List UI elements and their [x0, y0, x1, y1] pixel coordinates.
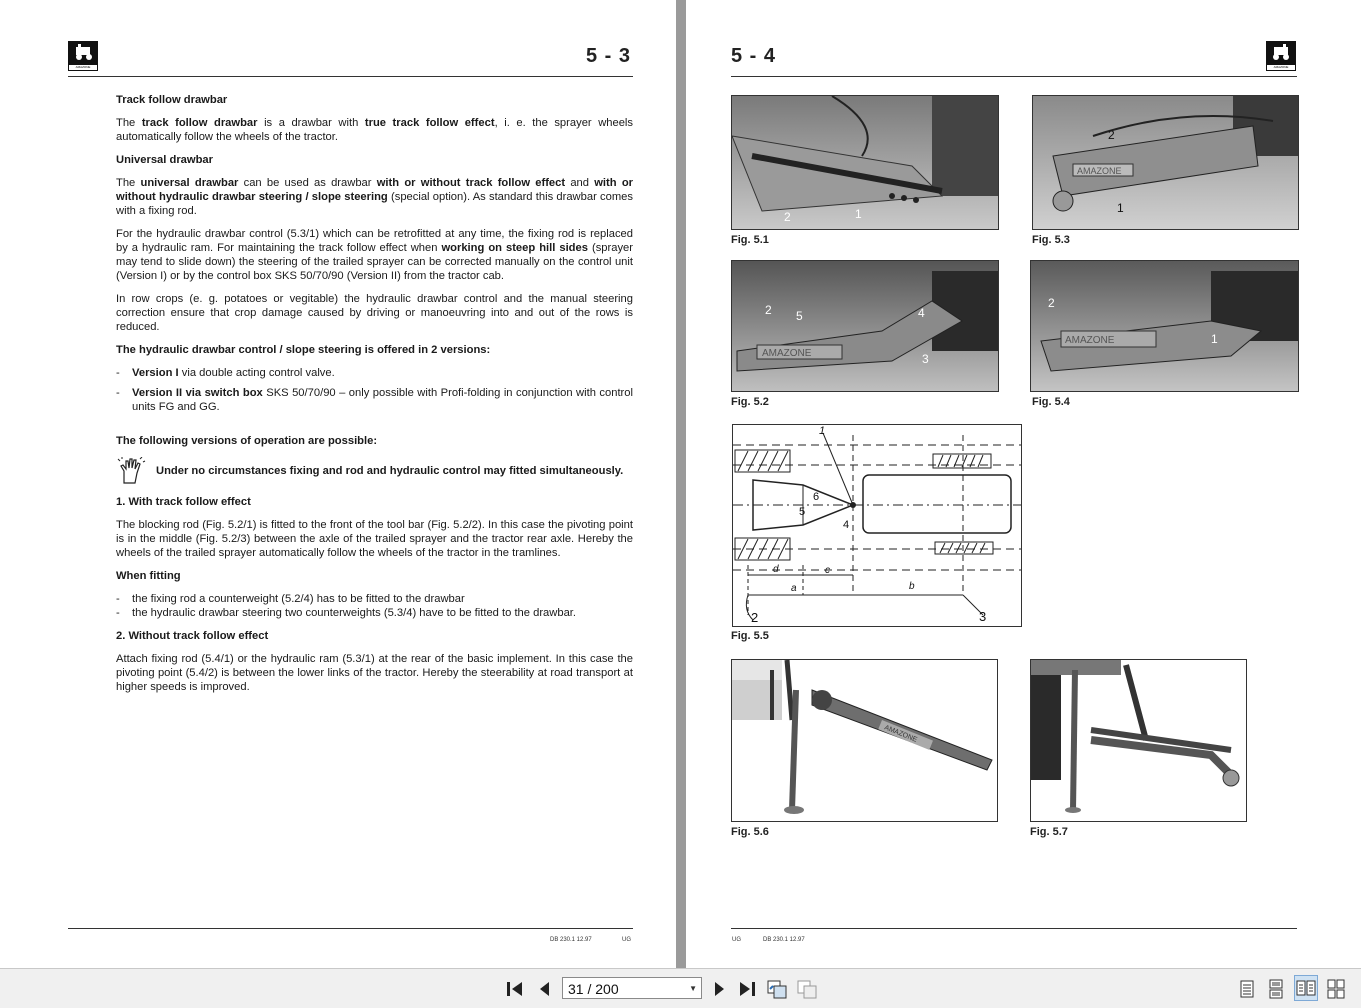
- footer-rule: [731, 928, 1297, 929]
- two-page-view-button[interactable]: [1294, 975, 1318, 1001]
- figure-label: 2: [1108, 128, 1115, 142]
- next-page-icon: [710, 979, 728, 999]
- figure-label: 4: [843, 519, 850, 531]
- figure-5-1-photo: [731, 95, 999, 230]
- last-page-icon: [738, 979, 756, 999]
- figure-caption: Fig. 5.4: [1032, 396, 1070, 408]
- figure-label: 2: [751, 610, 759, 625]
- first-page-button[interactable]: [506, 979, 524, 999]
- figure-label: d: [773, 564, 779, 575]
- figure-caption: Fig. 5.5: [731, 630, 769, 642]
- heading-operation: The following versions of operation are possible:: [116, 435, 378, 447]
- prev-page-icon: [536, 979, 554, 999]
- figure-5-7-photo: [1030, 659, 1247, 822]
- header-rule: [68, 76, 633, 77]
- figure-label: 4: [918, 306, 925, 320]
- para-universal: The universal drawbar can be used as drawbar with or without track follow effect and with or without hydraulic drawbar steering / slope steering (special option). As standard this drawbar comes with a fixing rod.: [116, 177, 634, 217]
- two-page-continuous-icon: [1327, 979, 1345, 999]
- continuous-page-view-button[interactable]: [1267, 979, 1285, 999]
- figure-5-2-photo: [731, 260, 999, 392]
- fit-width-button[interactable]: [796, 979, 818, 999]
- page-gutter: [676, 0, 686, 968]
- page-text: [116, 93, 633, 703]
- figure-label: 1: [855, 207, 862, 221]
- para-control: For the hydraulic drawbar control (5.3/1) which can be retrofitted at any time, the fixing rod is replaced by a hydraulic ram. For maintaining the track follow effect when working on steep hill sides (sprayer may tend to slide down) the steering of the trailed sprayer can be corrected manually on the control unit (Version I) or by the control box SKS 50/70/90 (Version II) from the tractor cab.: [116, 228, 633, 282]
- figure-caption: Fig. 5.6: [731, 826, 769, 838]
- two-page-icon: [1295, 976, 1317, 1000]
- para-with-track-follow: The blocking rod (Fig. 5.2/1) is fitted to the front of the tool bar (Fig. 5.2/2). In this case the pivoting point is in the middle (Fig. 5.2/3) between the axle of the trailed sprayer and the tractor rear axle. Hereby the wheels of the trailed sprayer automatically follow the wheels of the tractor in the tramlines.: [116, 519, 633, 559]
- amazone-logo: [1266, 41, 1296, 71]
- heading-universal: Universal drawbar: [116, 154, 214, 166]
- hand-stop-icon: [116, 457, 156, 485]
- figure-5-6-photo: [731, 659, 998, 822]
- figure-caption: Fig. 5.7: [1030, 826, 1068, 838]
- heading-with-track-follow: 1. With track follow effect: [116, 496, 251, 508]
- list-item: - the hydraulic drawbar steering two counterweights (5.3/4) have to be fitted to the drawbar.: [116, 607, 577, 619]
- heading-when-fitting: When fitting: [116, 570, 181, 582]
- fit-page-icon: [766, 979, 788, 999]
- warning-note: [116, 457, 633, 485]
- prev-page-button[interactable]: [536, 979, 554, 999]
- figure-label: a: [791, 583, 797, 594]
- figure-label: 3: [922, 352, 929, 366]
- figure-brand: AMAZONE: [1077, 166, 1122, 176]
- figure-label: 1: [1211, 332, 1218, 346]
- figure-label: 5: [796, 309, 803, 323]
- logo-text: AMAZONE: [69, 65, 97, 70]
- footer-rule: [68, 928, 633, 929]
- figure-label: 1: [1117, 201, 1124, 215]
- figure-brand: AMAZONE: [762, 348, 812, 359]
- left-page: [0, 0, 676, 968]
- para-row-crops: In row crops (e. g. potatoes or vegitable) the hydraulic drawbar control and the manual steering correction ensure that crop damage caused by driving or manoeuvring into and out of the rows is reduced.: [116, 293, 633, 333]
- figure-label: 5: [799, 506, 806, 518]
- next-page-button[interactable]: [710, 979, 728, 999]
- chevron-down-icon: ▼: [689, 984, 697, 993]
- footer-code: DB 230.1 12.97: [763, 937, 805, 943]
- list-item: - Version II via switch box SKS 50/70/90 – only possible with Profi-folding in conjunction with control units FG and GG.: [116, 387, 633, 413]
- figure-label: 6: [813, 491, 820, 503]
- viewer-toolbar: [0, 968, 1361, 1008]
- figure-caption: Fig. 5.1: [731, 234, 769, 246]
- right-page: [686, 0, 1361, 968]
- single-page-icon: [1238, 979, 1256, 999]
- header-rule: [731, 76, 1297, 77]
- heading-without-track-follow: 2. Without track follow effect: [116, 630, 269, 642]
- figure-caption: Fig. 5.2: [731, 396, 769, 408]
- footer-lang: UG: [622, 937, 631, 943]
- amazone-logo: [68, 41, 98, 71]
- first-page-icon: [506, 979, 524, 999]
- figure-label: 3: [979, 609, 987, 624]
- page-number: 5 - 3: [586, 45, 632, 67]
- figure-label: c: [825, 565, 830, 576]
- para-without-track-follow: Attach fixing rod (5.4/1) or the hydraulic ram (5.3/1) at the rear of the basic implement. In this case the pivoting point (5.4/2) is between the lower links of the tractor. Hereby the steerability at road transport at higher speeds is improved.: [116, 653, 633, 693]
- footer-lang: UG: [732, 937, 741, 943]
- figure-5-4-photo: [1030, 260, 1299, 392]
- figure-caption: Fig. 5.3: [1032, 234, 1070, 246]
- note-text: Under no circumstances fixing and rod and hydraulic control may fitted simultaneously.: [156, 465, 624, 477]
- figure-label: 2: [765, 303, 772, 317]
- list-item: - the fixing rod a counterweight (5.2/4) has to be fitted to the drawbar: [116, 593, 465, 605]
- figure-brand: AMAZONE: [883, 724, 918, 744]
- figure-5-5-diagram: [732, 424, 1022, 627]
- figure-label: 2: [784, 210, 791, 224]
- page-number-select[interactable]: [562, 977, 702, 999]
- logo-text: AMAZONE: [1267, 65, 1295, 70]
- figure-brand: AMAZONE: [1065, 335, 1115, 346]
- para-track-follow: The track follow drawbar is a drawbar with true track follow effect, i. e. the sprayer wheels automatically follow the wheels of the tractor.: [116, 117, 634, 143]
- figure-label: 2: [1048, 296, 1055, 310]
- figure-label: b: [909, 581, 915, 592]
- single-page-view-button[interactable]: [1238, 979, 1256, 999]
- fit-page-button[interactable]: [766, 979, 788, 999]
- fit-width-icon: [796, 979, 818, 999]
- two-page-continuous-view-button[interactable]: [1327, 979, 1345, 999]
- footer-code: DB 230.1 12.97: [550, 937, 592, 943]
- heading-versions: The hydraulic drawbar control / slope steering is offered in 2 versions:: [116, 344, 491, 356]
- heading-track-follow: Track follow drawbar: [116, 94, 228, 106]
- page-number: 5 - 4: [731, 45, 777, 67]
- continuous-page-icon: [1267, 979, 1285, 999]
- figure-5-3-photo: [1032, 95, 1299, 230]
- figure-label: 1: [819, 425, 826, 437]
- page-number-value: 31 / 200: [568, 981, 619, 997]
- last-page-button[interactable]: [738, 979, 756, 999]
- list-item: - Version I via double acting control valve.: [116, 367, 335, 379]
